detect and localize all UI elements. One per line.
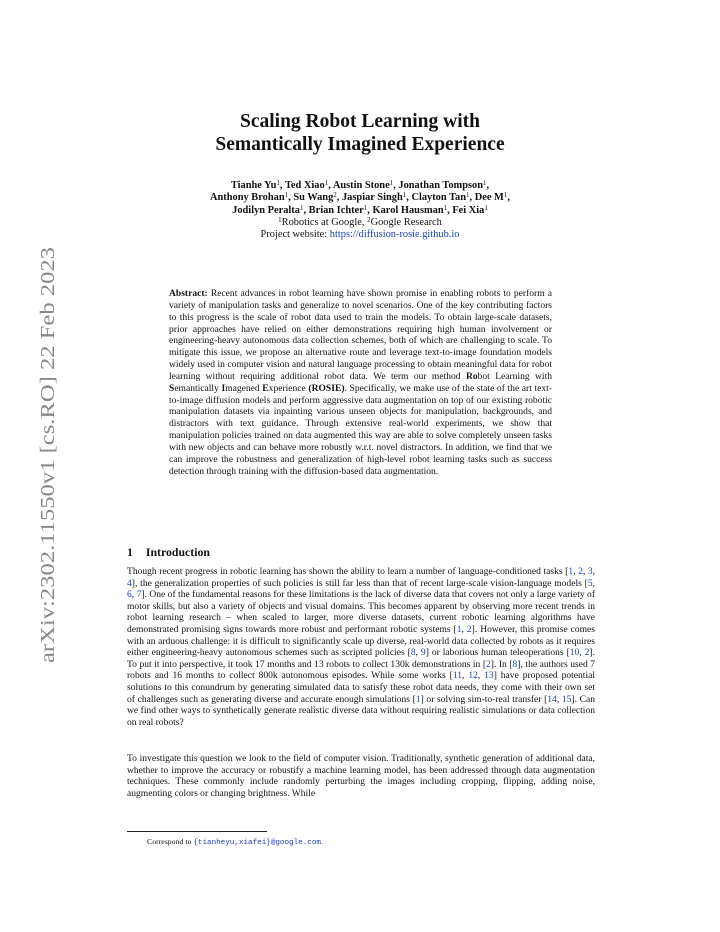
citation-link[interactable]: 8 [512,658,518,670]
body-text: ] have proposed potential solutions to this conundrum by generating simulated data to satisfy these robot data needs, they come with their own set of challenges such as generating diverse and accurate enough simulations [ [127,670,596,705]
author-line-3: Jodilyn Peralta$^1$, Brian Ichter$^1$, Karol Hausman$^1$, Fei Xia$^1$ [232,203,488,216]
body-text: , [582,566,588,577]
body-text: ]. In [ [490,658,513,670]
author-name: Ted Xiao [284,180,325,191]
acronym-ro: Ro [465,370,478,382]
title-line-1: Scaling Robot Learning with [240,111,480,132]
abstract-text-b: . Specifically, we make use of the state of the art text-to-image diffusion models and perform aggressive data augmentation on top of our existing robotic manipulation datasets via inpainting various unseen objects for manipulation, backgrounds, and distractors with text guidance. Through extensive real-world experiments, we show that manipulation policies trained on data augmented this way are able to solve completely unseen tasks with new objects and can behave more robustly w.r.t. novel distractors. In addition, we find that we can improve the robustness and generalization of high-level robot learning tasks such as success detection through training with the diffusion-based data augmentation. [169,382,553,477]
body-text: , [415,647,421,659]
section-heading [127,545,210,560]
citation-link[interactable]: 6 [127,589,132,601]
acronym-ro-rest: bot Learning with [477,370,552,382]
citation-link[interactable]: 2 [584,647,590,659]
body-text: ]. Can we find other ways to synthetically generate realistic diverse data without requiring realistic simulations or data collection on real robots? [127,693,595,728]
citation-link[interactable]: 5 [587,577,593,589]
body-text: , [131,589,137,601]
affil-sup-1: 1 [278,215,282,224]
author-affil-sup: 1 [363,203,368,212]
author-line-1: Tianhe Yu$^1$, Ted Xiao$^1$, Austin Stone$^1$, Jonathan Tompson$^1$, [230,179,490,191]
citation-link[interactable]: 1 [568,566,574,577]
citation-link[interactable]: 1 [415,693,421,705]
author-affil-sup: 1 [484,203,488,212]
footnote-label: Correspond to [147,837,194,846]
author-line-2: Anthony Brohan$^1$, Su Wang$^2$, Jaspiar Singh$^1$, Clayton Tan$^1$, Dee $M^1$, [210,191,510,204]
author-affil-sup: 1 [276,179,280,187]
acronym-rosie: (ROSIE) [308,382,345,394]
body-text: , [461,623,467,635]
citation-link[interactable]: 9 [420,647,426,659]
author-affil-sup: 1 [324,179,329,187]
body-text: , [477,670,485,682]
citation-link[interactable]: 2 [578,566,583,577]
affiliation-1: Robotics at Google, [281,216,368,228]
author-block [120,180,600,241]
body-text: ] or laborious human teleoperations [ [425,647,570,659]
author-affil-sup: 1 [443,203,448,212]
citation-link[interactable]: 13 [484,670,494,682]
citation-link[interactable]: 2 [466,623,472,635]
acronym-e-rest: xperience [268,382,306,394]
author-name: Jonathan Tompson [398,180,484,191]
author-affil-sup: 1 [483,179,487,187]
citation-link[interactable]: 3 [587,566,593,577]
author-name: Anthony Brohan [210,192,285,204]
intro-paragraph-2: To investigate this question we look to the field of computer vision. Traditionally, synthetic generation of additional data, whether to improve the accuracy or robustify a machine learning model, has been addressed through data augmentation techniques. These commonly include randomly perturbing the images including cropping, flipping, adding noise, augmenting colors or changing brightness. While [127,753,595,799]
citation-link[interactable]: 8 [410,647,416,659]
intro-paragraph-1 [127,566,595,728]
section-number: 1 [127,545,133,559]
body-text: , [573,566,579,577]
abstract-text-a: Recent advances in robot learning have shown promise in enabling robots to perform a variety of manipulation tasks and generalize to novel scenarios. One of the key contributing factors to this progress is the scale of robot data used to train the models. To obtain large-scale datasets, prior approaches have relied on either demonstrations requiring high human involvement or engineering-heavy autonomous data collection schemes, both of which are challenging to scale. To mitigate this issue, we propose an alternative route and leverage text-to-image foundation models widely used in computer vision and natural language processing to obtain meaningful data for robot learning without requiring additional robot data. We term our method [169,288,552,382]
author-name: Su Wang [293,192,334,204]
citation-link[interactable]: 11 [452,670,463,682]
body-text: ] or solving sim-to-real transfer [ [420,693,548,705]
author-affil-sup: 1 [466,191,470,200]
website-label: Project website: [260,229,330,241]
acronym-i-rest: magened [225,382,263,394]
author-affil-sup: 1 [389,179,394,187]
body-text: Though recent progress in robotic learning has shown the ability to learn a number of language-conditioned tasks [ [127,566,569,577]
affil-sup-2: 2 [367,215,371,224]
author-name: Fei Xia [452,204,485,216]
citation-link[interactable]: 7 [136,589,142,601]
section-title: Introduction [145,545,210,559]
title-line-2: Semantically Imagined Experience [215,134,505,155]
author-affil-sup: 2 [333,191,337,200]
author-name: Jaspiar Singh [341,192,403,204]
acronym-i: I [221,382,226,394]
citation-link[interactable]: 14 [547,693,557,705]
author-affil-sup: 1 [503,191,508,200]
author-affil-sup: 1 [284,191,289,200]
footnote-end: . [320,837,323,846]
author-name: Tianhe Yu [230,180,277,191]
affiliation-2: Google Research [370,216,442,228]
author-name: Brian Ichter [308,204,364,216]
affiliations [120,217,600,229]
author-affil-sup: 1 [402,191,407,200]
paper-title [120,110,600,156]
body-text: ], the authors used 7 robots and 16 months to collect 800k autonomous episodes. While some works [ [127,658,596,682]
body-text: , [556,693,562,705]
abstract [169,288,552,478]
citation-link[interactable]: 12 [468,670,478,682]
author-affil-sup: 1 [299,203,304,212]
acronym-s-rest: emantically [174,382,222,394]
arxiv-stamp [14,245,74,665]
acronym-s: S [169,382,175,394]
website-link[interactable]: https://diffusion-rosie.github.io [329,229,460,241]
body-text: , [579,647,585,659]
body-text: ]. However, this promise comes with an arduous challenge: it is difficult to significantly scale up diverse, real-world data collected by robots as it requires either engineering-heavy autonomous schemes such as scripted policies [ [127,623,596,659]
footnote-rule [127,831,267,832]
citation-link[interactable]: 1 [456,623,462,635]
body-text: ]. One of the fundamental reasons for these limitations is the lack of diverse data that covers not only a large variety of motor skills, but also a variety of objects and visual domains. This becomes apparent by observing more recent trends in robot learning research – when scaled to larger, more diverse datasets, current robotic learning algorithms have demonstrated promising signs towards more robust and performant robotic systems [ [127,589,595,635]
footnote [147,837,323,847]
author-name: Clayton Tan [411,192,467,204]
footnote-email[interactable]: {tianheyu,xiafei}@google.com [193,839,321,847]
citation-link[interactable]: 2 [486,658,491,670]
author-name: Jodilyn Peralta [232,204,300,216]
body-text: ], the generalization properties of such policies is still far less than that of recent large-scale vision-language models [ [131,577,588,589]
acronym-e: E [262,382,269,394]
citation-link[interactable]: 4 [127,577,132,589]
body-text: , [592,577,595,589]
body-text: , [592,566,595,577]
project-website [120,229,600,241]
body-text: , [462,670,469,682]
arxiv-stamp-text: arXiv:2302.11550v1 [cs.RO] 22 Feb 2023 [37,316,59,663]
citation-link[interactable]: 10 [569,647,580,659]
author-name: Austin Stone [332,180,390,191]
body-text: ]. To put it into perspective, it took 17 months and 13 robots to collect 130k demonstrations in [ [127,647,595,670]
abstract-label: Abstract: [169,288,208,299]
author-name: Dee M [474,192,504,204]
author-name: Karol Hausman [372,204,444,216]
citation-link[interactable]: 15 [561,693,572,705]
